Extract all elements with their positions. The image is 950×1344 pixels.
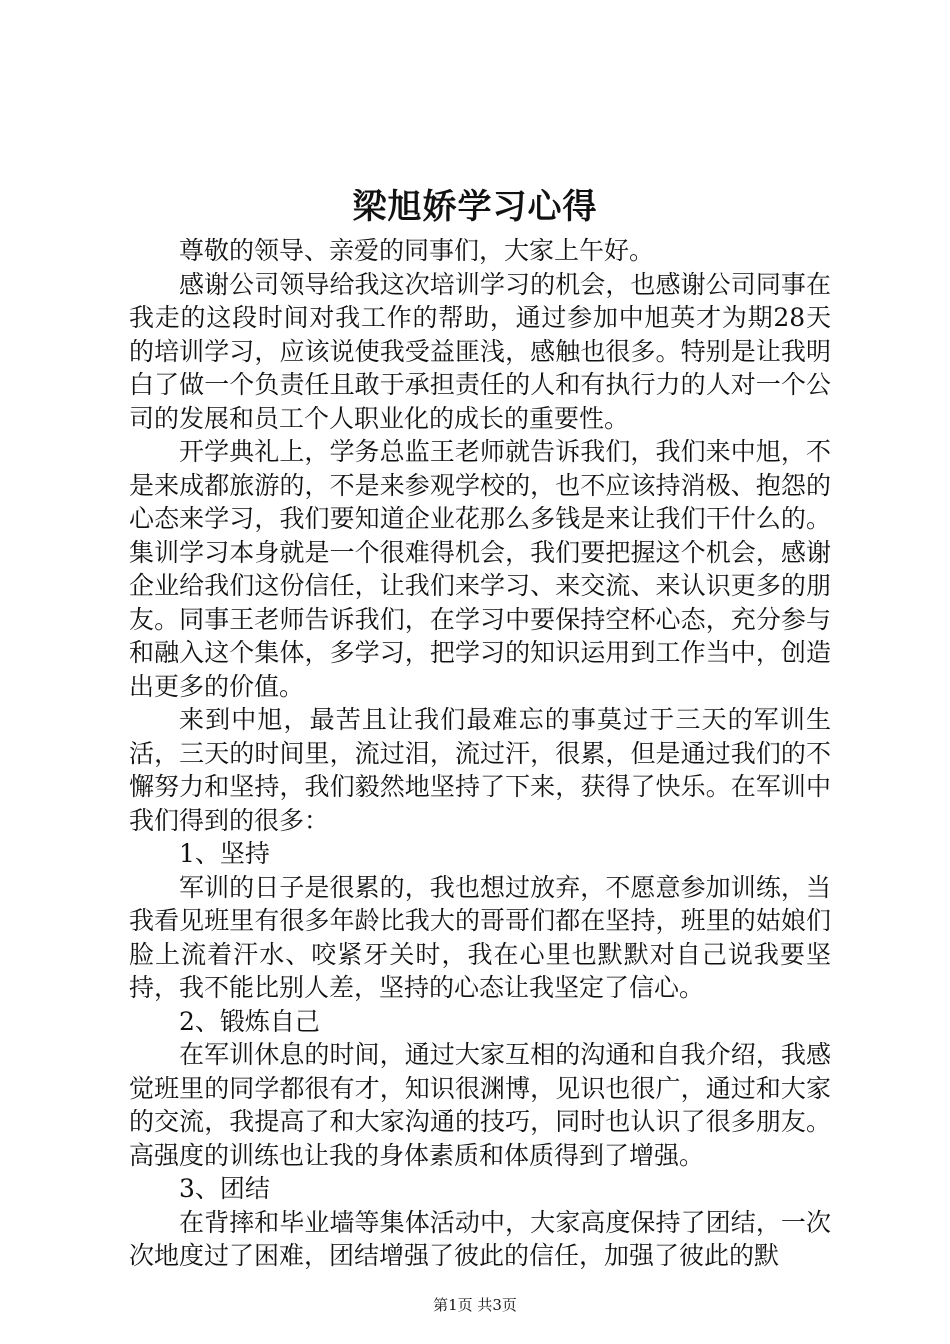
section-heading-self-improvement: 2、锻炼自己 — [179, 1006, 320, 1036]
page-title: 梁旭娇学习心得 — [352, 187, 598, 227]
paragraph-opening-ceremony: 开学典礼上，学务总监王老师就告诉我们，我们来中旭，不是来成都旅游的，不是来参观学校的，也不应该持消极、抱怨的心态来学习，我们要知道企业花那么多钱是来让我们干什么的。集训学习本身就是一个很难得机会，我们要把握这个机会，感谢企业给我们这份信任，让我们来学习、来交流、来认识更多的朋友。同事王老师告诉我们，在学习中要保持空杯心态，充分参与和融入这个集体，多学习，把学习的知识运用到工作当中，创造出更多的价值。 — [129, 437, 831, 701]
paragraph-persistence: 军训的日子是很累的，我也想过放弃，不愿意参加训练，当我看见班里有很多年龄比我大的哥哥们都在坚持，班里的姑娘们脸上流着汗水、咬紧牙关时，我在心里也默默对自己说我要坚持，我不能比别人差，坚持的心态让我坚定了信心。 — [129, 872, 831, 1002]
paragraph-military-training: 来到中旭，最苦且让我们最难忘的事莫过于三天的军训生活，三天的时间里，流过泪，流过汗，很累，但是通过我们的不懈努力和坚持，我们毅然地坚持了下来，获得了快乐。在军训中我们得到的很多： — [129, 705, 831, 835]
document-body — [129, 234, 831, 1273]
section-heading-unity: 3、团结 — [179, 1174, 270, 1203]
paragraph-unity: 在背摔和毕业墙等集体活动中，大家高度保持了团结，一次次地度过了困难，团结增强了彼此的信任，加强了彼此的默 — [129, 1207, 831, 1270]
section-heading-persistence: 1、坚持 — [179, 839, 270, 868]
paragraph-greeting: 尊敬的领导、亲爱的同事们，大家上午好。 — [179, 236, 655, 265]
paragraph-self-improvement: 在军训休息的时间，通过大家互相的沟通和自我介绍，我感觉班里的同学都很有才，知识很渊博，见识也很广，通过和大家的交流，我提高了和大家沟通的技巧，同时也认识了很多朋友。高强度的训练也让我的身体素质和体质得到了增强。 — [129, 1040, 831, 1170]
paragraph-thanks: 感谢公司领导给我这次培训学习的机会，也感谢公司同事在我走的这段时间对我工作的帮助，通过参加中旭英才为期28天的培训学习，应该说使我受益匪浅，感触也很多。特别是让我明白了做一个负责任且敢于承担责任的人和有执行力的人对一个公司的发展和员工个人职业化的成长的重要性。 — [129, 269, 831, 433]
page-footer: 第1页 共3页 — [433, 1296, 517, 1314]
